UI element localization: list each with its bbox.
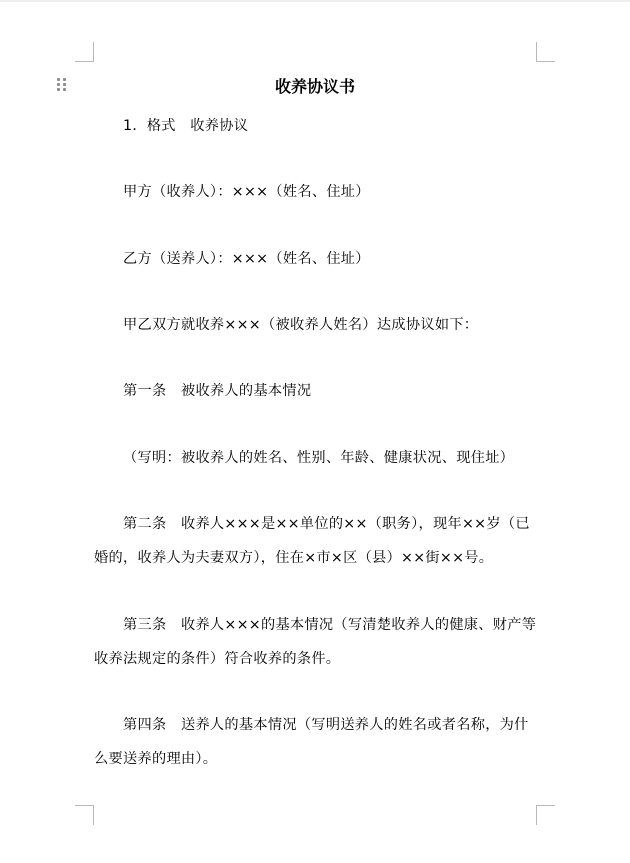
paragraph[interactable]: 甲乙双方就收养×××（被收养人姓名）达成协议如下：	[123, 317, 479, 333]
paragraph[interactable]: 乙方（送养人）：×××（姓名、住址）	[123, 251, 370, 267]
page-top-shadow	[0, 0, 630, 2]
paragraph[interactable]: 第二条 收养人×××是××单位的××（职务），现年××岁（已婚的，收养人为夫妻双方），住在×市×区（县）××街××号。	[94, 516, 530, 566]
paragraph[interactable]: 第三条 收养人×××的基本情况（写清楚收养人的健康、财产等收养法规定的条件）符合收养的条件。	[94, 617, 537, 667]
paragraph[interactable]: （写明：被收养人的姓名、性别、年龄、健康状况、现住址）	[123, 450, 515, 466]
paragraph[interactable]: 第一条 被收养人的基本情况	[123, 383, 312, 399]
paragraph[interactable]: 第四条 送养人的基本情况（写明送养人的姓名或者名称，为什么要送养的理由）。	[94, 717, 529, 767]
page-margin-corner-icon	[75, 805, 94, 825]
paragraph[interactable]: 甲方（收养人）：×××（姓名、住址）	[123, 184, 370, 200]
document-title[interactable]: 收养协议书	[274, 77, 355, 96]
page-margin-corner-icon	[75, 42, 94, 62]
paragraph[interactable]: 1．格式 收养协议	[123, 118, 249, 134]
page-margin-corner-icon	[536, 42, 555, 62]
page-margin-corner-icon	[536, 805, 555, 825]
